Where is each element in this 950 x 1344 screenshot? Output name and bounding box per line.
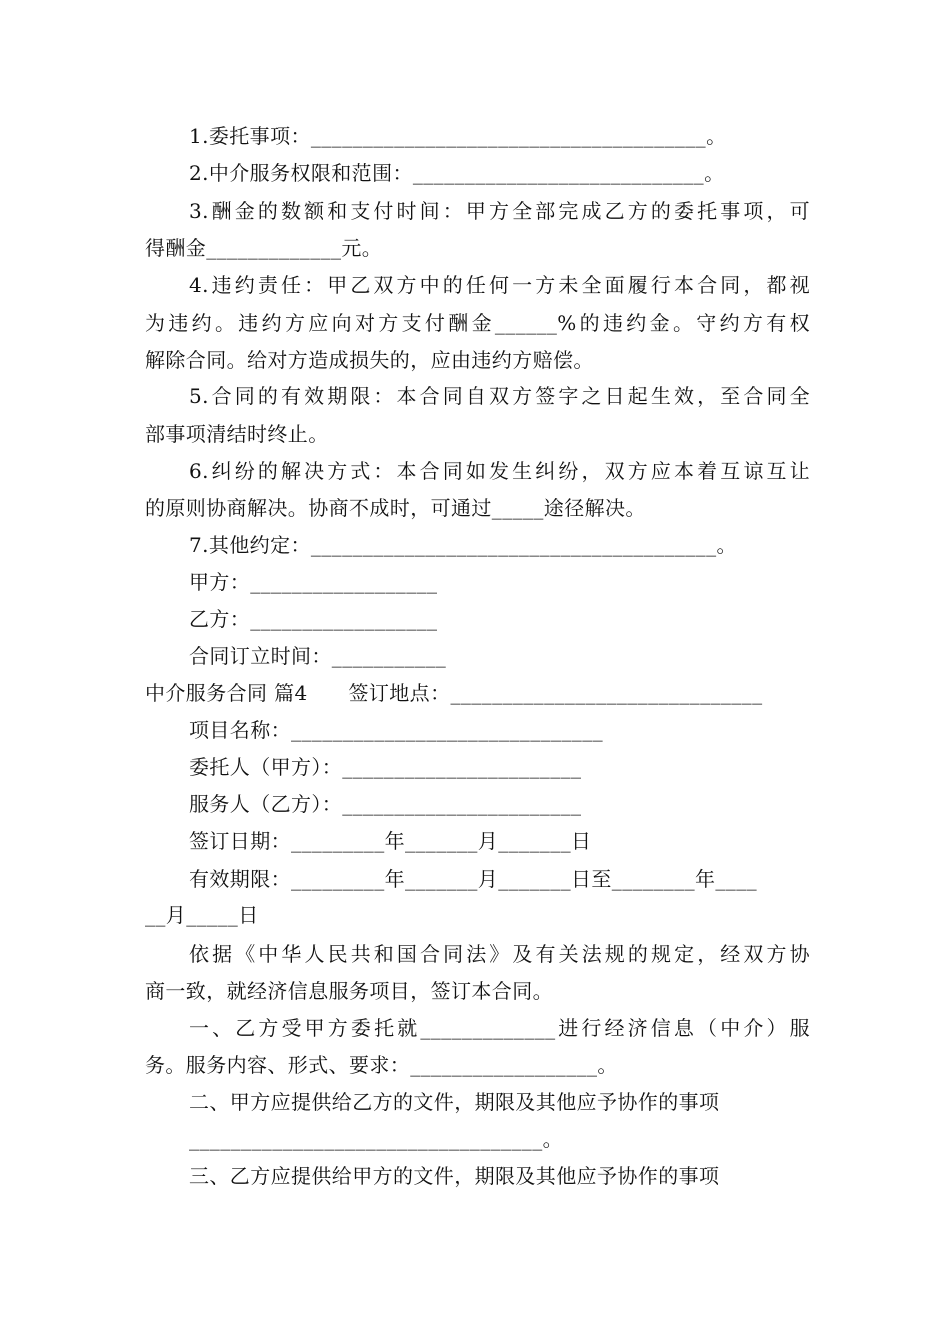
party-a-signature: 甲方：__________________ bbox=[189, 570, 438, 594]
clause-6-dispute-cont: 的原则协商解决。协商不成时，可通过_____途径解决。 bbox=[145, 496, 646, 520]
validity-period-field-cont: __月_____日 bbox=[145, 903, 259, 927]
clause-3-remuneration: 3.酬金的数额和支付时间：甲方全部完成乙方的委托事项，可 bbox=[189, 199, 810, 223]
validity-period-field: 有效期限：_________年_______月_______日至________年____ bbox=[189, 867, 757, 891]
preamble: 依据《中华人民共和国合同法》及有关法规的规定，经双方协 bbox=[189, 942, 810, 966]
article-3: 三、乙方应提供给甲方的文件，期限及其他应予协作的事项 bbox=[189, 1164, 720, 1188]
project-name-field: 项目名称：______________________________ bbox=[189, 718, 603, 742]
clause-5-validity-cont: 部事项清结时终止。 bbox=[145, 422, 329, 446]
preamble-cont: 商一致，就经济信息服务项目，签订本合同。 bbox=[145, 979, 553, 1003]
article-1-cont: 务。服务内容、形式、要求：__________________。 bbox=[145, 1053, 618, 1077]
client-field: 委托人（甲方）：_______________________ bbox=[189, 755, 582, 779]
article-2-cont: __________________________________。 bbox=[189, 1127, 563, 1151]
service-provider-field: 服务人（乙方）：_______________________ bbox=[189, 792, 582, 816]
clause-2-service-scope: 2.中介服务权限和范围：____________________________。 bbox=[189, 161, 725, 185]
clause-4-liability-cont-2: 解除合同。给对方造成损失的，应由违约方赔偿。 bbox=[145, 348, 594, 372]
section-heading-contract-4: 中介服务合同 篇4 签订地点：______________________________ bbox=[145, 681, 763, 705]
signing-date-field: 签订日期：_________年_______月_______日 bbox=[189, 829, 592, 853]
clause-4-liability: 4.违约责任：甲乙双方中的任何一方未全面履行本合同，都视 bbox=[189, 273, 810, 297]
clause-4-liability-cont-1: 为违约。违约方应向对方支付酬金______%的违约金。守约方有权 bbox=[145, 311, 810, 335]
clause-6-dispute: 6.纠纷的解决方式：本合同如发生纠纷，双方应本着互谅互让 bbox=[189, 459, 810, 483]
party-b-signature: 乙方：__________________ bbox=[189, 607, 438, 631]
clause-7-other: 7.其他约定：_______________________________________。 bbox=[189, 533, 737, 557]
contract-date: 合同订立时间：___________ bbox=[189, 644, 447, 668]
clause-5-validity: 5.合同的有效期限：本合同自双方签字之日起生效，至合同全 bbox=[189, 384, 810, 408]
article-1: 一、乙方受甲方委托就_____________进行经济信息（中介）服 bbox=[189, 1016, 810, 1040]
clause-3-remuneration-cont: 得酬金_____________元。 bbox=[145, 236, 383, 260]
article-2: 二、甲方应提供给乙方的文件，期限及其他应予协作的事项 bbox=[189, 1090, 720, 1114]
clause-1-entrusted-matter: 1.委托事项：______________________________________。 bbox=[189, 124, 727, 148]
